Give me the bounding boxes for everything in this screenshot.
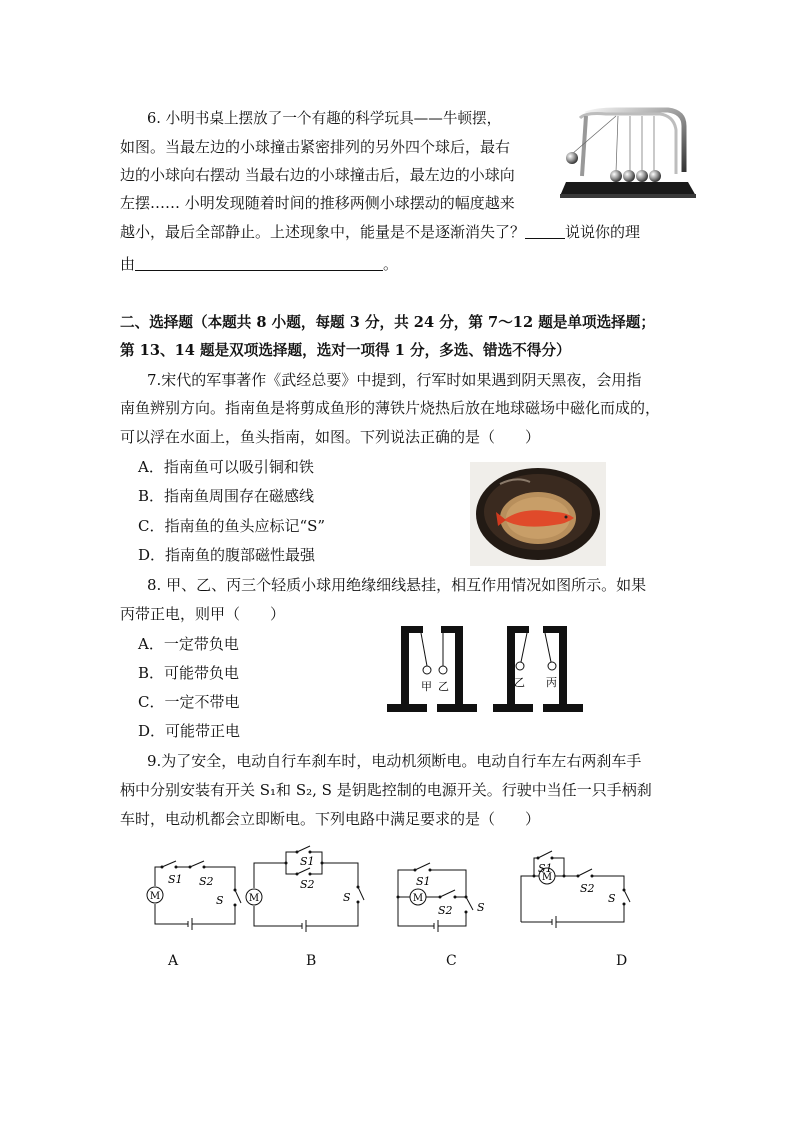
q9-line-2: 柄中分别安装有开关 S₁和 S₂, S 是钥匙控制的电源开关。行驶中当任一只手柄刹: [120, 781, 652, 799]
q9-line-3: 车时，电动机都会立即断电。下列电路中满足要求的是（ ）: [120, 810, 541, 828]
switch-s-label: S: [216, 894, 224, 907]
switch-s1-label: S1: [538, 862, 553, 875]
switch-s1-label: S1: [416, 875, 431, 888]
circuit-a[interactable]: [140, 855, 250, 935]
q8-option-b[interactable]: B．可能带负电: [138, 664, 240, 682]
switch-s1-label: S1: [168, 873, 183, 886]
south-pointing-fish-figure: [470, 462, 606, 566]
switch-s1-label: S1: [300, 855, 315, 868]
q9-line-1: 9.为了安全，电动自行车刹车时，电动机须断电。电动自行车左右两刹车手: [147, 752, 642, 770]
ball-label-yi-2: 乙: [514, 676, 525, 689]
q6-answer-blank-1[interactable]: [525, 222, 565, 239]
ball-label-jia: 甲: [421, 680, 432, 693]
circuit-d-caption: D: [616, 953, 628, 969]
section-2-title-line-1: 二、选择题（本题共 8 小题，每题 3 分，共 24 分，第 7～12 题是单项选择题；: [120, 314, 655, 331]
newtons-cradle-figure: [556, 106, 698, 202]
q6-line-3: 边的小球向右摆动 当最右边的小球撞击后，最左边的小球向: [120, 166, 515, 184]
q6-line-6-tail: 。: [383, 255, 399, 273]
q7-option-d[interactable]: D．指南鱼的腹部磁性最强: [138, 546, 316, 564]
ball-label-bing: 丙: [546, 676, 557, 689]
charged-balls-figure: [385, 622, 585, 714]
q7-line-1: 7.宋代的军事著作《武经总要》中提到，行军时如果遇到阴天黑夜，会用指: [147, 371, 642, 389]
motor-label: M: [149, 891, 161, 902]
q8-option-c[interactable]: C．一定不带电: [138, 693, 240, 711]
q6-line-1: 6. 小明书桌上摆放了一个有趣的科学玩具——牛顿摆，: [147, 110, 502, 127]
q7-line-3: 可以浮在水面上，鱼头指南，如图。下列说法正确的是（ ）: [120, 428, 541, 446]
switch-s-label: S: [477, 901, 485, 914]
circuit-b[interactable]: [238, 842, 374, 938]
circuit-b-caption: B: [306, 953, 317, 969]
q6-line-5: [120, 222, 640, 242]
circuit-c-caption: C: [446, 953, 457, 969]
q6-line-5-tail: 说说你的理: [565, 223, 641, 241]
q8-option-a[interactable]: A．一定带负电: [138, 635, 239, 653]
motor-label: M: [412, 893, 424, 904]
q7-line-2: 南鱼辨别方向。指南鱼是将剪成鱼形的薄铁片烧热后放在地球磁场中磁化而成的，: [120, 399, 661, 417]
q7-option-c[interactable]: C．指南鱼的鱼头应标记“S”: [138, 517, 326, 535]
q6-answer-blank-2[interactable]: [135, 254, 383, 271]
q7-option-a[interactable]: A．指南鱼可以吸引铜和铁: [138, 458, 314, 476]
motor-label: M: [541, 872, 553, 883]
switch-s-label: S: [608, 892, 616, 905]
q8-line-1: 8. 甲、乙、丙三个轻质小球用绝缘细线悬挂，相互作用情况如图所示。如果: [147, 576, 647, 594]
circuit-c[interactable]: [388, 852, 498, 938]
circuit-d[interactable]: [512, 842, 636, 934]
switch-s2-label: S2: [199, 875, 214, 888]
motor-label: M: [248, 893, 260, 904]
section-2-title-line-2: 第 13、14 题是双项选择题，选对一项得 1 分，多选、错选不得分）: [120, 342, 571, 359]
q6-line-4: 左摆…… 小明发现随着时间的推移两侧小球摆动的幅度越来: [120, 194, 515, 212]
q7-option-b[interactable]: B．指南鱼周围存在磁感线: [138, 487, 315, 505]
switch-s2-label: S2: [580, 882, 595, 895]
circuit-a-caption: A: [168, 953, 179, 969]
q6-line-6: [120, 254, 398, 274]
q6-line-5-text: 越小，最后全部静止。上述现象中，能量是不是逐渐消失了？: [120, 223, 526, 241]
q8-line-2: 丙带正电，则甲（ ）: [120, 605, 286, 623]
q6-line-2: 如图。当最左边的小球撞击紧密排列的另外四个球后，最右: [120, 138, 511, 156]
switch-s-label: S: [343, 891, 351, 904]
switch-s2-label: S2: [438, 904, 453, 917]
ball-label-yi-1: 乙: [438, 680, 449, 693]
q8-option-d[interactable]: D．可能带正电: [138, 722, 241, 740]
switch-s2-label: S2: [300, 878, 315, 891]
q6-line-6-text: 由: [120, 255, 136, 273]
